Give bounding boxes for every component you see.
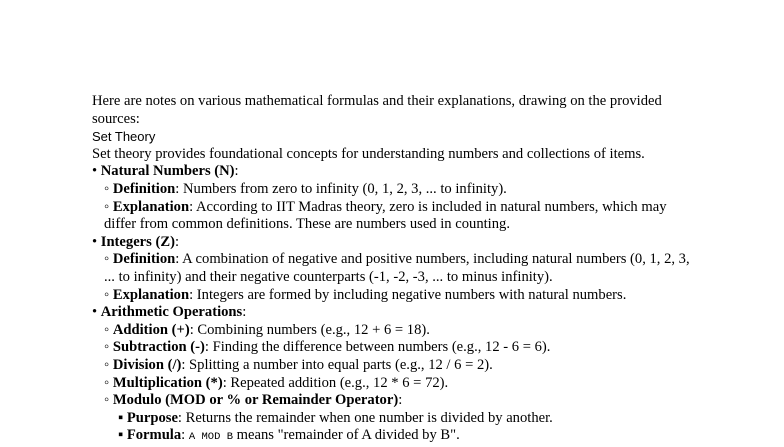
formula-label: Formula xyxy=(126,427,182,444)
natural-definition-label: Definition xyxy=(112,180,176,197)
natural-explanation-text: : According to IIT Madras theory, zero is included in natural numbers, which may differ from common definitions. These are numbers used in counting. xyxy=(104,198,667,233)
arithmetic-label: Arithmetic Operations xyxy=(100,304,243,321)
bullet: ◦ xyxy=(104,321,110,338)
multiplication-text: : Repeated addition (e.g., 12 * 6 = 72). xyxy=(222,374,449,391)
subtraction-label: Subtraction (-) xyxy=(112,339,205,356)
purpose-text: : Returns the remainder when one number is divided by another. xyxy=(177,409,553,426)
list-item-purpose xyxy=(92,410,698,428)
list-item-integers-explanation xyxy=(92,287,698,305)
multiplication-label: Multiplication (*) xyxy=(112,374,223,391)
list-item-natural-numbers xyxy=(92,163,698,181)
purpose-label: Purpose xyxy=(126,409,178,426)
bullet: ◦ xyxy=(104,356,110,373)
list-item-integers xyxy=(92,234,698,252)
bullet: ◦ xyxy=(104,251,110,268)
natural-explanation-label: Explanation xyxy=(112,198,190,215)
formula-code: A MOD B xyxy=(188,431,233,444)
natural-numbers-colon: : xyxy=(234,163,239,180)
list-item-multiplication xyxy=(92,375,698,393)
bullet: ◦ xyxy=(104,198,110,215)
modulo-label: Modulo (MOD or % or Remainder Operator) xyxy=(112,392,399,409)
bullet: ◦ xyxy=(104,286,110,303)
natural-definition-text: : Numbers from zero to infinity (0, 1, 2, 3, ... to infinity). xyxy=(175,180,507,197)
integers-definition-label: Definition xyxy=(112,251,176,268)
integers-explanation-label: Explanation xyxy=(112,286,190,303)
section-heading: Set Theory xyxy=(92,129,156,145)
list-item-integers-definition xyxy=(92,251,698,286)
bullet: ◦ xyxy=(104,374,110,391)
division-text: : Splitting a number into equal parts (e.g., 12 / 6 = 2). xyxy=(181,356,493,373)
bullet: ▪ xyxy=(118,409,124,426)
subtraction-text: : Finding the difference between numbers (e.g., 12 - 6 = 6). xyxy=(204,339,551,356)
addition-label: Addition (+) xyxy=(112,321,190,338)
integers-explanation-text: : Integers are formed by including negative numbers with natural numbers. xyxy=(189,286,627,303)
section-intro: Set theory provides foundational concepts for understanding numbers and collections of items. xyxy=(92,145,645,162)
list-item-subtraction xyxy=(92,339,698,357)
list-item-natural-definition xyxy=(92,181,698,199)
bullet: • xyxy=(92,163,98,180)
bullet: ◦ xyxy=(104,180,110,197)
arithmetic-colon: : xyxy=(242,304,247,321)
bullet: ◦ xyxy=(104,339,110,356)
formula-text: means "remainder of A divided by B". xyxy=(233,427,460,444)
integers-colon: : xyxy=(174,233,179,250)
document-body xyxy=(92,93,698,447)
integers-definition-text: : A combination of negative and positive numbers, including natural numbers (0, 1, 2, 3, ... to infinity) and their negative counterparts (-1, -2, -3, ... to minus infinity). xyxy=(104,251,690,285)
addition-text: : Combining numbers (e.g., 12 + 6 = 18). xyxy=(189,321,430,338)
natural-numbers-label: Natural Numbers (N) xyxy=(100,163,235,180)
list-item-formula xyxy=(92,427,698,447)
list-item-natural-explanation xyxy=(0,199,698,234)
list-item-modulo xyxy=(92,392,698,410)
intro-paragraph: Here are notes on various mathematical formulas and their explanations, drawing on the provided sources: xyxy=(92,93,662,127)
bullet: • xyxy=(92,233,98,250)
integers-label: Integers (Z) xyxy=(100,233,175,250)
bullet: • xyxy=(92,304,98,321)
formula-colon: : xyxy=(181,427,186,444)
bullet: ▪ xyxy=(118,427,124,444)
list-item-addition xyxy=(92,322,698,340)
list-item-arithmetic xyxy=(92,304,698,322)
modulo-colon: : xyxy=(398,392,403,409)
bullet: ◦ xyxy=(104,392,110,409)
division-label: Division (/) xyxy=(112,356,182,373)
list-item-division xyxy=(92,357,698,375)
